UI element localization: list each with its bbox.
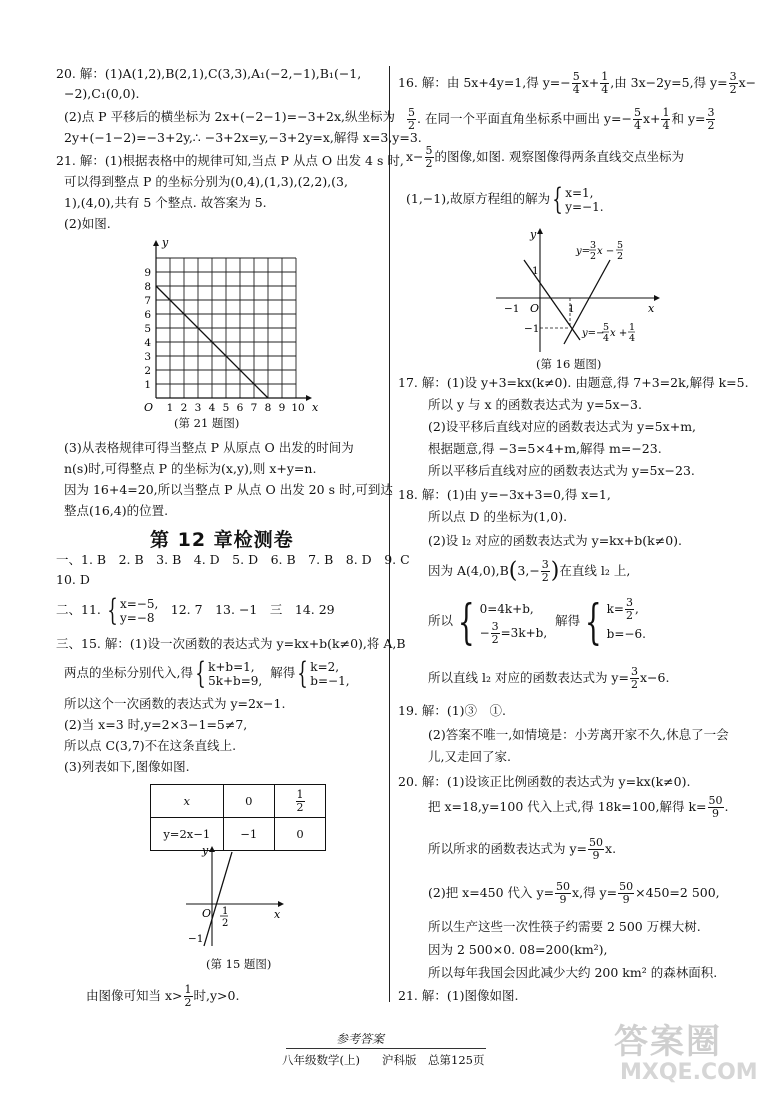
q17-line1: 17. 解：(1)设 y+3=kx(k≠0). 由题意,得 7+3=2k,解得 k=5. — [398, 375, 749, 390]
q21-line7: 因为 16+4=20,所以当整点 P 从点 O 出发 20 s 时,可到达 — [64, 482, 393, 497]
watermark-url: MXQE.COM — [620, 1060, 758, 1085]
q16-caption: (第 16 题图) — [536, 357, 602, 371]
q20r-line3 — [428, 834, 616, 864]
svg-text:5: 5 — [617, 240, 624, 251]
brace: { — [552, 181, 563, 217]
svg-text:5: 5 — [603, 322, 610, 333]
q16-graph — [496, 226, 666, 356]
table-cell: 0 — [223, 785, 275, 818]
q17-line4: 根据题意,得 −3=5×4+m,解得 m=−23. — [428, 441, 662, 456]
q21-ytick: 2 — [144, 365, 151, 377]
brace: { — [457, 593, 475, 650]
frac-num: 3 — [707, 106, 715, 119]
q20-line2: −2),C₁(0,0). — [64, 86, 140, 101]
q16-text: . 在同一个平面直角坐标系中画出 y=− — [417, 111, 632, 126]
q21r-line1: 21. 解：(1)图像如图. — [398, 988, 519, 1003]
system-row: x=1, — [565, 185, 594, 200]
q21-xtick: 10 — [291, 402, 305, 414]
q16-text: x+ — [642, 111, 661, 126]
q21-ytick: 1 — [144, 379, 151, 391]
q15-system2 — [310, 660, 349, 688]
frac-num: 3 — [491, 620, 499, 633]
q21-xtick: 9 — [278, 402, 286, 414]
q15-text: 解得 — [270, 665, 296, 680]
paren-close: ) — [550, 558, 560, 584]
q21-ytick: 6 — [144, 309, 151, 321]
q21-line6: n(s)时,可得整点 P 的坐标为(x,y),则 x+y=n. — [64, 461, 317, 476]
q21-line1: 21. 解：(1)根据表格中的规律可知,当点 P 从点 O 出发 4 s 时, — [56, 153, 404, 168]
system-row: x=−5, — [119, 596, 159, 611]
q21-xtick: 7 — [250, 402, 258, 414]
q15-system1 — [208, 660, 262, 688]
mc-answers-line1: 一、1. B 2. B 3. B 4. D 5. D 6. B 7. B 8. D 9. C — [56, 552, 410, 567]
frac-num: 50 — [708, 794, 723, 807]
footer-title: 参考答案 — [336, 1032, 385, 1046]
svg-text:x +: x + — [610, 328, 628, 339]
q20r-line4 — [428, 878, 720, 908]
q16-text: x− — [738, 75, 757, 90]
frac-den: 9 — [622, 893, 630, 906]
q15-line5: 所以点 C(3,7)不在这条直线上. — [64, 738, 237, 753]
q20r-line2: 把 x=18,y=100 代入上式,得 18k=100,解得 k= $\frac{50}{9}$ . — [428, 794, 729, 820]
frac-num: 5 — [408, 106, 415, 119]
q15-line6: (3)列表如下,图像如图. — [64, 759, 190, 774]
brace: { — [107, 592, 118, 628]
q18-text: 所以 — [428, 613, 454, 628]
q15-line2 — [64, 656, 350, 690]
svg-text:x −: x − — [597, 246, 615, 257]
system-row — [480, 621, 548, 646]
q21-xtick: 6 — [236, 402, 244, 414]
q18-system1 — [480, 597, 548, 646]
q16-text: ,由 3x−2y=5,得 y= — [610, 75, 728, 90]
q20r-text: x,得 y= — [572, 885, 618, 900]
footer-grade: 八年级数学(上) — [282, 1053, 360, 1067]
q16-label-line2: y= — [576, 246, 591, 257]
frac-den: 2 — [425, 157, 433, 170]
q21-xtick: 8 — [264, 402, 272, 414]
frac-den: 2 — [541, 571, 549, 584]
q21-xtick: 1 — [166, 402, 174, 414]
q15-value-table — [150, 784, 326, 851]
q19-line1: 19. 解：(1)③ ①. — [398, 703, 507, 718]
frac-den: 4 — [601, 83, 609, 96]
q18-line6 — [428, 663, 669, 693]
frac-num: 1 — [184, 983, 192, 996]
q20r-line7: 所以每年我国会因此减少大约 200 km² 的森林面积. — [428, 965, 718, 980]
frac-num: 50 — [556, 880, 571, 893]
q16-x-label: x — [648, 302, 655, 315]
q16-system — [565, 186, 603, 214]
footer-rule — [286, 1048, 486, 1049]
q15-text: 时,y>0. — [193, 988, 240, 1003]
q21-ytick: 5 — [144, 323, 151, 335]
q21-y-label: y — [162, 236, 169, 249]
q17-line5: 所以平移后直线对应的函数表达式为 y=5x−23. — [428, 463, 695, 478]
table-cell: 0 — [275, 818, 326, 851]
frac-num: 3 — [541, 558, 549, 571]
q21-grid-graph — [138, 234, 328, 414]
q17-line3: (2)设平移后直线对应的函数表达式为 y=5x+m, — [428, 419, 697, 434]
frac-num: 1 — [601, 70, 609, 83]
svg-text:2: 2 — [617, 251, 624, 262]
table-cell-text: x — [183, 794, 190, 808]
q18-text: x−6. — [639, 670, 670, 685]
q18-text: 在直线 l₂ 上, — [559, 563, 631, 578]
frac-num: 3 — [625, 596, 633, 609]
brace: { — [584, 593, 602, 650]
q21-line4: (2)如图. — [64, 216, 111, 231]
frac-den: 2 — [184, 996, 192, 1009]
q16-xtick-neg1: −1 — [504, 303, 520, 315]
q15-origin: O — [202, 907, 212, 920]
system-row: k+b=1, — [208, 659, 255, 674]
q21-line8: 整点(16,4)的位置. — [64, 503, 169, 518]
watermark-text: 答案圈 — [614, 1022, 722, 1062]
q21-origin: O — [144, 401, 154, 414]
system-row: 5k+b=9, — [208, 673, 263, 688]
system-row: k= $\frac{3}{2}$ , — [606, 596, 639, 622]
q21-ytick: 9 — [144, 267, 151, 279]
system-row: y=−8 — [119, 610, 155, 625]
frac-num: 50 — [619, 880, 634, 893]
q16-text: (1,−1),故原方程组的解为 — [406, 191, 551, 206]
q21-x-label: x — [312, 401, 319, 414]
q18-text: =3k+b, — [500, 626, 548, 640]
q20r-line5: 所以生产这些一次性筷子约需要 2 500 万棵大树. — [428, 919, 701, 934]
q18-line2: 所以点 D 的坐标为(1,0). — [428, 509, 568, 524]
frac-num: 3 — [729, 70, 737, 83]
frac-den: 2 — [630, 678, 638, 691]
system-row: b=−6. — [606, 627, 646, 641]
q21-xtick: 5 — [222, 402, 230, 414]
frac-num: 5 — [425, 144, 433, 157]
q15-line-y-2x-1 — [204, 852, 232, 946]
q21-xtick: 2 — [180, 402, 188, 414]
q18-line5 — [428, 593, 646, 649]
q16-xtick-1: 1 — [568, 303, 575, 315]
q15-graph — [182, 842, 292, 952]
q18-text: 3,− — [517, 563, 540, 578]
frac-den: 9 — [559, 893, 567, 906]
q18-line4 — [428, 554, 630, 589]
q18-system2 — [607, 597, 646, 646]
fill-system — [120, 597, 158, 625]
system-row: b=−1, — [310, 673, 350, 688]
q15-neg1: −1 — [188, 933, 204, 945]
q16-label-line1: y=− — [582, 328, 605, 339]
q21-line5: (3)从表格规律可得当整点 P 从原点 O 出发的时间为 — [64, 440, 354, 455]
q15-line3: 所以这个一次函数的表达式为 y=2x−1. — [64, 696, 286, 711]
frac-den: 2 — [625, 609, 633, 622]
q21-ytick: 3 — [144, 351, 151, 363]
q16-origin: O — [530, 302, 540, 315]
q21-xtick: 4 — [208, 402, 216, 414]
frac-den: 4 — [633, 119, 641, 132]
q20r-line6: 因为 2 500×0. 08=200(km²), — [428, 942, 608, 957]
table-row-label: y=2x−1 — [151, 818, 224, 851]
system-row: y=−1. — [565, 199, 604, 214]
q15-x-label: x — [274, 908, 281, 921]
q18-text: 因为 A(4,0),B — [428, 563, 509, 578]
frac-num: 50 — [589, 836, 604, 849]
q21-ytick: 8 — [144, 281, 151, 293]
svg-text:2: 2 — [590, 251, 597, 262]
fill-prefix: 二、11. — [56, 602, 105, 617]
mc-answers-line2: 10. D — [56, 572, 90, 587]
table-cell — [275, 785, 326, 818]
frac-num: 1 — [662, 106, 670, 119]
frac-den: 2 — [491, 633, 499, 646]
footer-edition: 沪科版 — [382, 1053, 417, 1067]
q16-text: 16. 解：由 5x+4y=1,得 y=− — [398, 75, 571, 90]
q16-text: 和 y= — [671, 111, 706, 126]
q20r-text: x. — [605, 841, 617, 856]
q16-text: x− — [406, 149, 424, 164]
q20r-text: 把 x=18,y=100 代入上式,得 18k=100,解得 k= — [428, 799, 707, 814]
q18-line3: (2)设 l₂ 对应的函数表达式为 y=kx+b(k≠0). — [428, 533, 682, 548]
q15-conclusion — [86, 982, 239, 1010]
q16-line1 — [398, 68, 756, 98]
system-row: 0=4k+b, — [479, 602, 534, 616]
q15-text: 由图像可知当 x> — [86, 988, 183, 1003]
frac-den: 9 — [592, 849, 600, 862]
q21-line2: 可以得到整点 P 的坐标分别为(0,4),(1,3),(2,2),(3, — [64, 174, 348, 189]
chapter-title: 第 12 章检测卷 — [150, 529, 294, 551]
paren-open: ( — [508, 558, 518, 584]
q16-text: 的图像,如图. 观察图像得两条直线交点坐标为 — [434, 149, 684, 164]
q21-caption: (第 21 题图) — [174, 416, 240, 430]
frac-den: 9 — [712, 807, 719, 820]
q18-text: − — [479, 626, 490, 640]
frac-num: 3 — [630, 665, 638, 678]
frac-den: 2 — [296, 800, 304, 814]
q16-ytick-1: 1 — [532, 265, 539, 277]
q20-line3: (2)点 P 平移后的横坐标为 2x+(−2−1)=−3+2x,纵坐标为 — [64, 109, 395, 124]
q15-y-label: y — [202, 844, 209, 857]
frac-den: 4 — [662, 119, 670, 132]
q18-line1: 18. 解：(1)由 y=−3x+3=0,得 x=1, — [398, 487, 611, 502]
q21-xtick: 3 — [194, 402, 202, 414]
frac-num: 1 — [296, 787, 304, 801]
q18-text: k= — [606, 602, 624, 616]
q20r-text: ×450=2 500, — [635, 885, 720, 900]
svg-text:1: 1 — [629, 322, 636, 333]
q15-half-den: 2 — [222, 918, 229, 929]
q21-ytick: 4 — [144, 337, 151, 349]
q21-ytick: 7 — [144, 295, 151, 307]
footer-page: 总第125页 — [428, 1053, 485, 1067]
site-watermark-logo — [610, 1010, 758, 1098]
table-header-x — [151, 785, 224, 818]
q19-line3: 儿,又走回了家. — [428, 749, 511, 764]
fill-answers — [56, 593, 335, 627]
q16-ytick-neg1: −1 — [524, 323, 540, 335]
frac-den: 2 — [729, 83, 737, 96]
svg-text:4: 4 — [629, 333, 636, 344]
brace: { — [195, 655, 206, 691]
table-cell: −1 — [223, 818, 275, 851]
frac-den: 2 — [408, 119, 415, 132]
q20r-text: (2)把 x=450 代入 y= — [428, 885, 555, 900]
q21-line3: 1),(4,0),共有 5 个整点. 故答案为 5. — [64, 195, 267, 210]
frac-den: 2 — [707, 119, 715, 132]
q20r-line1: 20. 解：(1)设该正比例函数的表达式为 y=kx(k≠0). — [398, 774, 691, 789]
q16-text: x+ — [581, 75, 600, 90]
q16-line3 — [406, 142, 684, 172]
brace: { — [297, 655, 309, 691]
q15-line1: 三、15. 解：(1)设一次函数的表达式为 y=kx+b(k≠0),将 A,B — [56, 636, 406, 651]
column-divider — [389, 66, 390, 1002]
q15-half-num: 1 — [222, 906, 229, 917]
frac-den: 4 — [572, 83, 580, 96]
q15-line4: (2)当 x=3 时,y=2×3−1=5≠7, — [64, 717, 248, 732]
q20-line4: 2y+(−1−2)=−3+2y,∴ −3+2x=y,−3+2y=x,解得 x=3,y=3. — [64, 130, 422, 145]
q17-line2: 所以 y 与 x 的函数表达式为 y=5x−3. — [428, 397, 642, 412]
fill-rest: 12. 7 13. −1 三 14. 29 — [158, 602, 335, 617]
q18-text: 解得 — [555, 613, 581, 628]
frac-num: 5 — [633, 106, 641, 119]
q20r-text: 所以所求的函数表达式为 y= — [428, 841, 588, 856]
svg-text:4: 4 — [603, 333, 610, 344]
q15-text: 两点的坐标分别代入,得 — [64, 665, 193, 680]
frac-num: 5 — [572, 70, 580, 83]
svg-text:3: 3 — [590, 240, 597, 251]
q18-text: 所以直线 l₂ 对应的函数表达式为 y= — [428, 670, 629, 685]
q16-y-label: y — [530, 228, 537, 241]
system-row: k=2, — [310, 659, 340, 674]
q20-line1: 20. 解：(1)A(1,2),B(2,1),C(3,3),A₁(−2,−1),B₁(−1, — [56, 66, 362, 81]
q15-caption: (第 15 题图) — [206, 957, 272, 971]
q19-line2: (2)答案不唯一,如情境是：小芳离开家不久,休息了一会 — [428, 727, 729, 742]
q16-line2 — [406, 104, 716, 134]
q16-line4 — [406, 182, 604, 216]
